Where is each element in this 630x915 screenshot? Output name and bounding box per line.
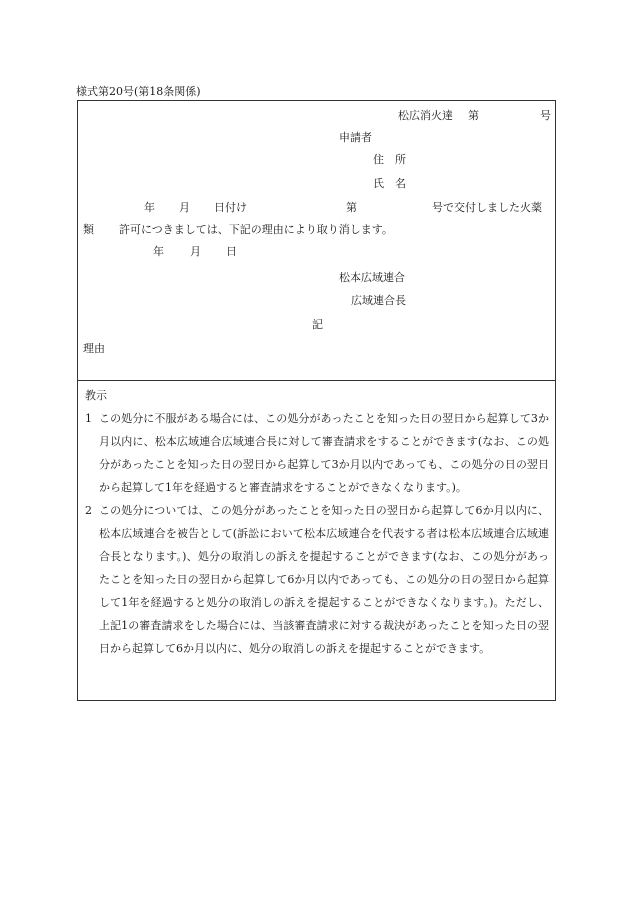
notice-item xyxy=(85,407,549,499)
date-month: 月 xyxy=(190,245,201,258)
notice-body-box xyxy=(77,100,556,381)
body-line2-tail: 許可につきましては、下記の理由により取り消します。 xyxy=(119,223,393,236)
address-label: 住 所 xyxy=(373,153,406,166)
form-label: 様式第20号(第18条関係) xyxy=(76,85,201,98)
reason-label: 理由 xyxy=(83,342,105,355)
issuer-title: 広域連合長 xyxy=(351,294,406,307)
name-label: 氏 名 xyxy=(373,177,406,190)
notice-title: 教示 xyxy=(85,389,107,402)
body-dai: 第 xyxy=(346,201,357,214)
notice-list xyxy=(85,407,549,660)
body-month: 月 xyxy=(179,201,190,214)
body-line2-head: 類 xyxy=(83,223,94,236)
appeal-notice-box xyxy=(77,380,556,701)
notice-item-text: この処分については、この処分があったことを知った日の翌日から起算して6か月以内に、松本広域連合を被告として(訴訟において松本広域連合を代表する者は松本広域連合広域連合長となります。)、処分の取消しの訴えを提起することができます(なお、この処分があったことを知った日の翌日から起算して6か月以内であっても、この処分の日の翌日から起算して1年を経過すると処分の取消しの訴えを提起することができなくなります。)。ただし、上記1の審査請求をした場合には、当該審査請求に対する裁決があったことを知った日の翌日から起算して6か月以内に、処分の取消しの訴えを提起することができます。 xyxy=(99,504,549,655)
notice-item-number: 1 xyxy=(85,412,92,425)
applicant-label: 申請者 xyxy=(339,131,372,144)
notice-item xyxy=(85,499,549,660)
body-line1-tail: 号で交付しました火薬 xyxy=(432,201,542,214)
date-day: 日 xyxy=(226,245,237,258)
doc-number-suffix: 号 xyxy=(540,109,551,122)
notice-item-number: 2 xyxy=(85,504,92,517)
body-year: 年 xyxy=(144,201,155,214)
doc-number-dai: 第 xyxy=(468,109,479,122)
date-year: 年 xyxy=(153,245,164,258)
doc-number-prefix: 松広消火達 xyxy=(398,109,453,122)
ki-heading: 記 xyxy=(312,318,323,331)
notice-item-text: この処分に不服がある場合には、この処分があったことを知った日の翌日から起算して3か月以内に、松本広域連合広域連合長に対して審査請求をすることができます(なお、この処分があったことを知った日の翌日から起算して3か月以内であっても、この処分の日の翌日から起算して1年を経過すると審査請求をすることができなくなります。)。 xyxy=(99,412,549,494)
issuer-org: 松本広域連合 xyxy=(339,271,405,284)
body-day-dated: 日付け xyxy=(214,201,247,214)
